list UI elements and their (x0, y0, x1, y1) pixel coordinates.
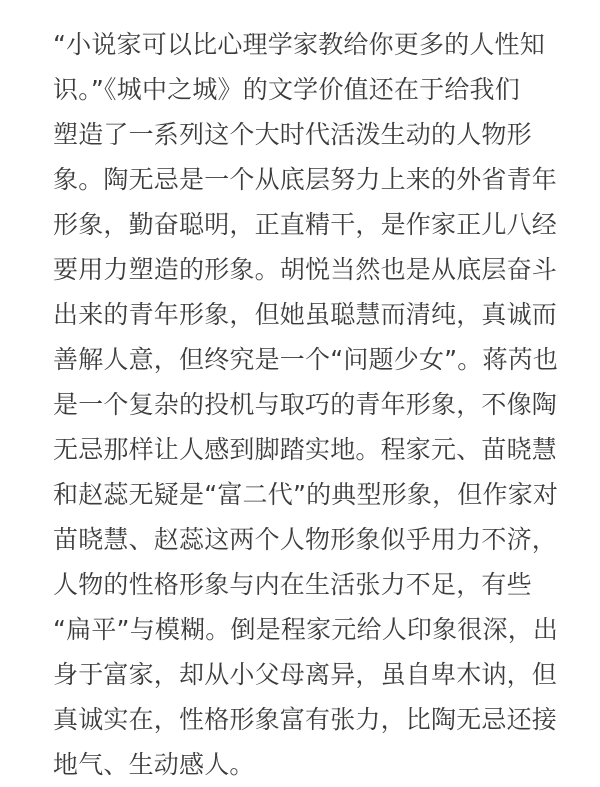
text-line: 地气、生动感人。 (53, 750, 255, 779)
text-line: 善解人意，但终究是一个“问题少女”。蒋芮也 (53, 345, 559, 374)
text-line: 象。陶无忌是一个从底层努力上来的外省青年 (53, 165, 558, 194)
text-line: 身于富家，却从小父母离异，虽自卑木讷，但 (53, 660, 558, 689)
text-line: 塑造了一系列这个大时代活泼生动的人物形 (53, 120, 532, 149)
text-line: 出来的青年形象，但她虽聪慧而清纯，真诚而 (53, 300, 558, 329)
article-body (53, 22, 559, 787)
text-line: 苗晓慧、赵蕊这两个人物形象似乎用力不济， (53, 525, 558, 554)
text-line: 真诚实在，性格形象富有张力，比陶无忌还接 (53, 705, 558, 734)
text-line: “扁平”与模糊。倒是程家元给人印象很深，出 (53, 615, 559, 644)
text-line: 识。”《城中之城》的文学价值还在于给我们 (53, 75, 520, 104)
text-line: 是一个复杂的投机与取巧的青年形象，不像陶 (53, 390, 558, 419)
text-line: 人物的性格形象与内在生活张力不足，有些 (53, 570, 532, 599)
text-line: 无忌那样让人感到脚踏实地。程家元、苗晓慧 (53, 435, 558, 464)
text-line: “小说家可以比心理学家教给你更多的人性知 (53, 30, 545, 59)
text-line: 形象，勤奋聪明，正直精干，是作家正儿八经 (53, 210, 558, 239)
text-line: 要用力塑造的形象。胡悦当然也是从底层奋斗 (53, 255, 558, 284)
text-line: 和赵蕊无疑是“富二代”的典型形象，但作家对 (53, 480, 559, 509)
